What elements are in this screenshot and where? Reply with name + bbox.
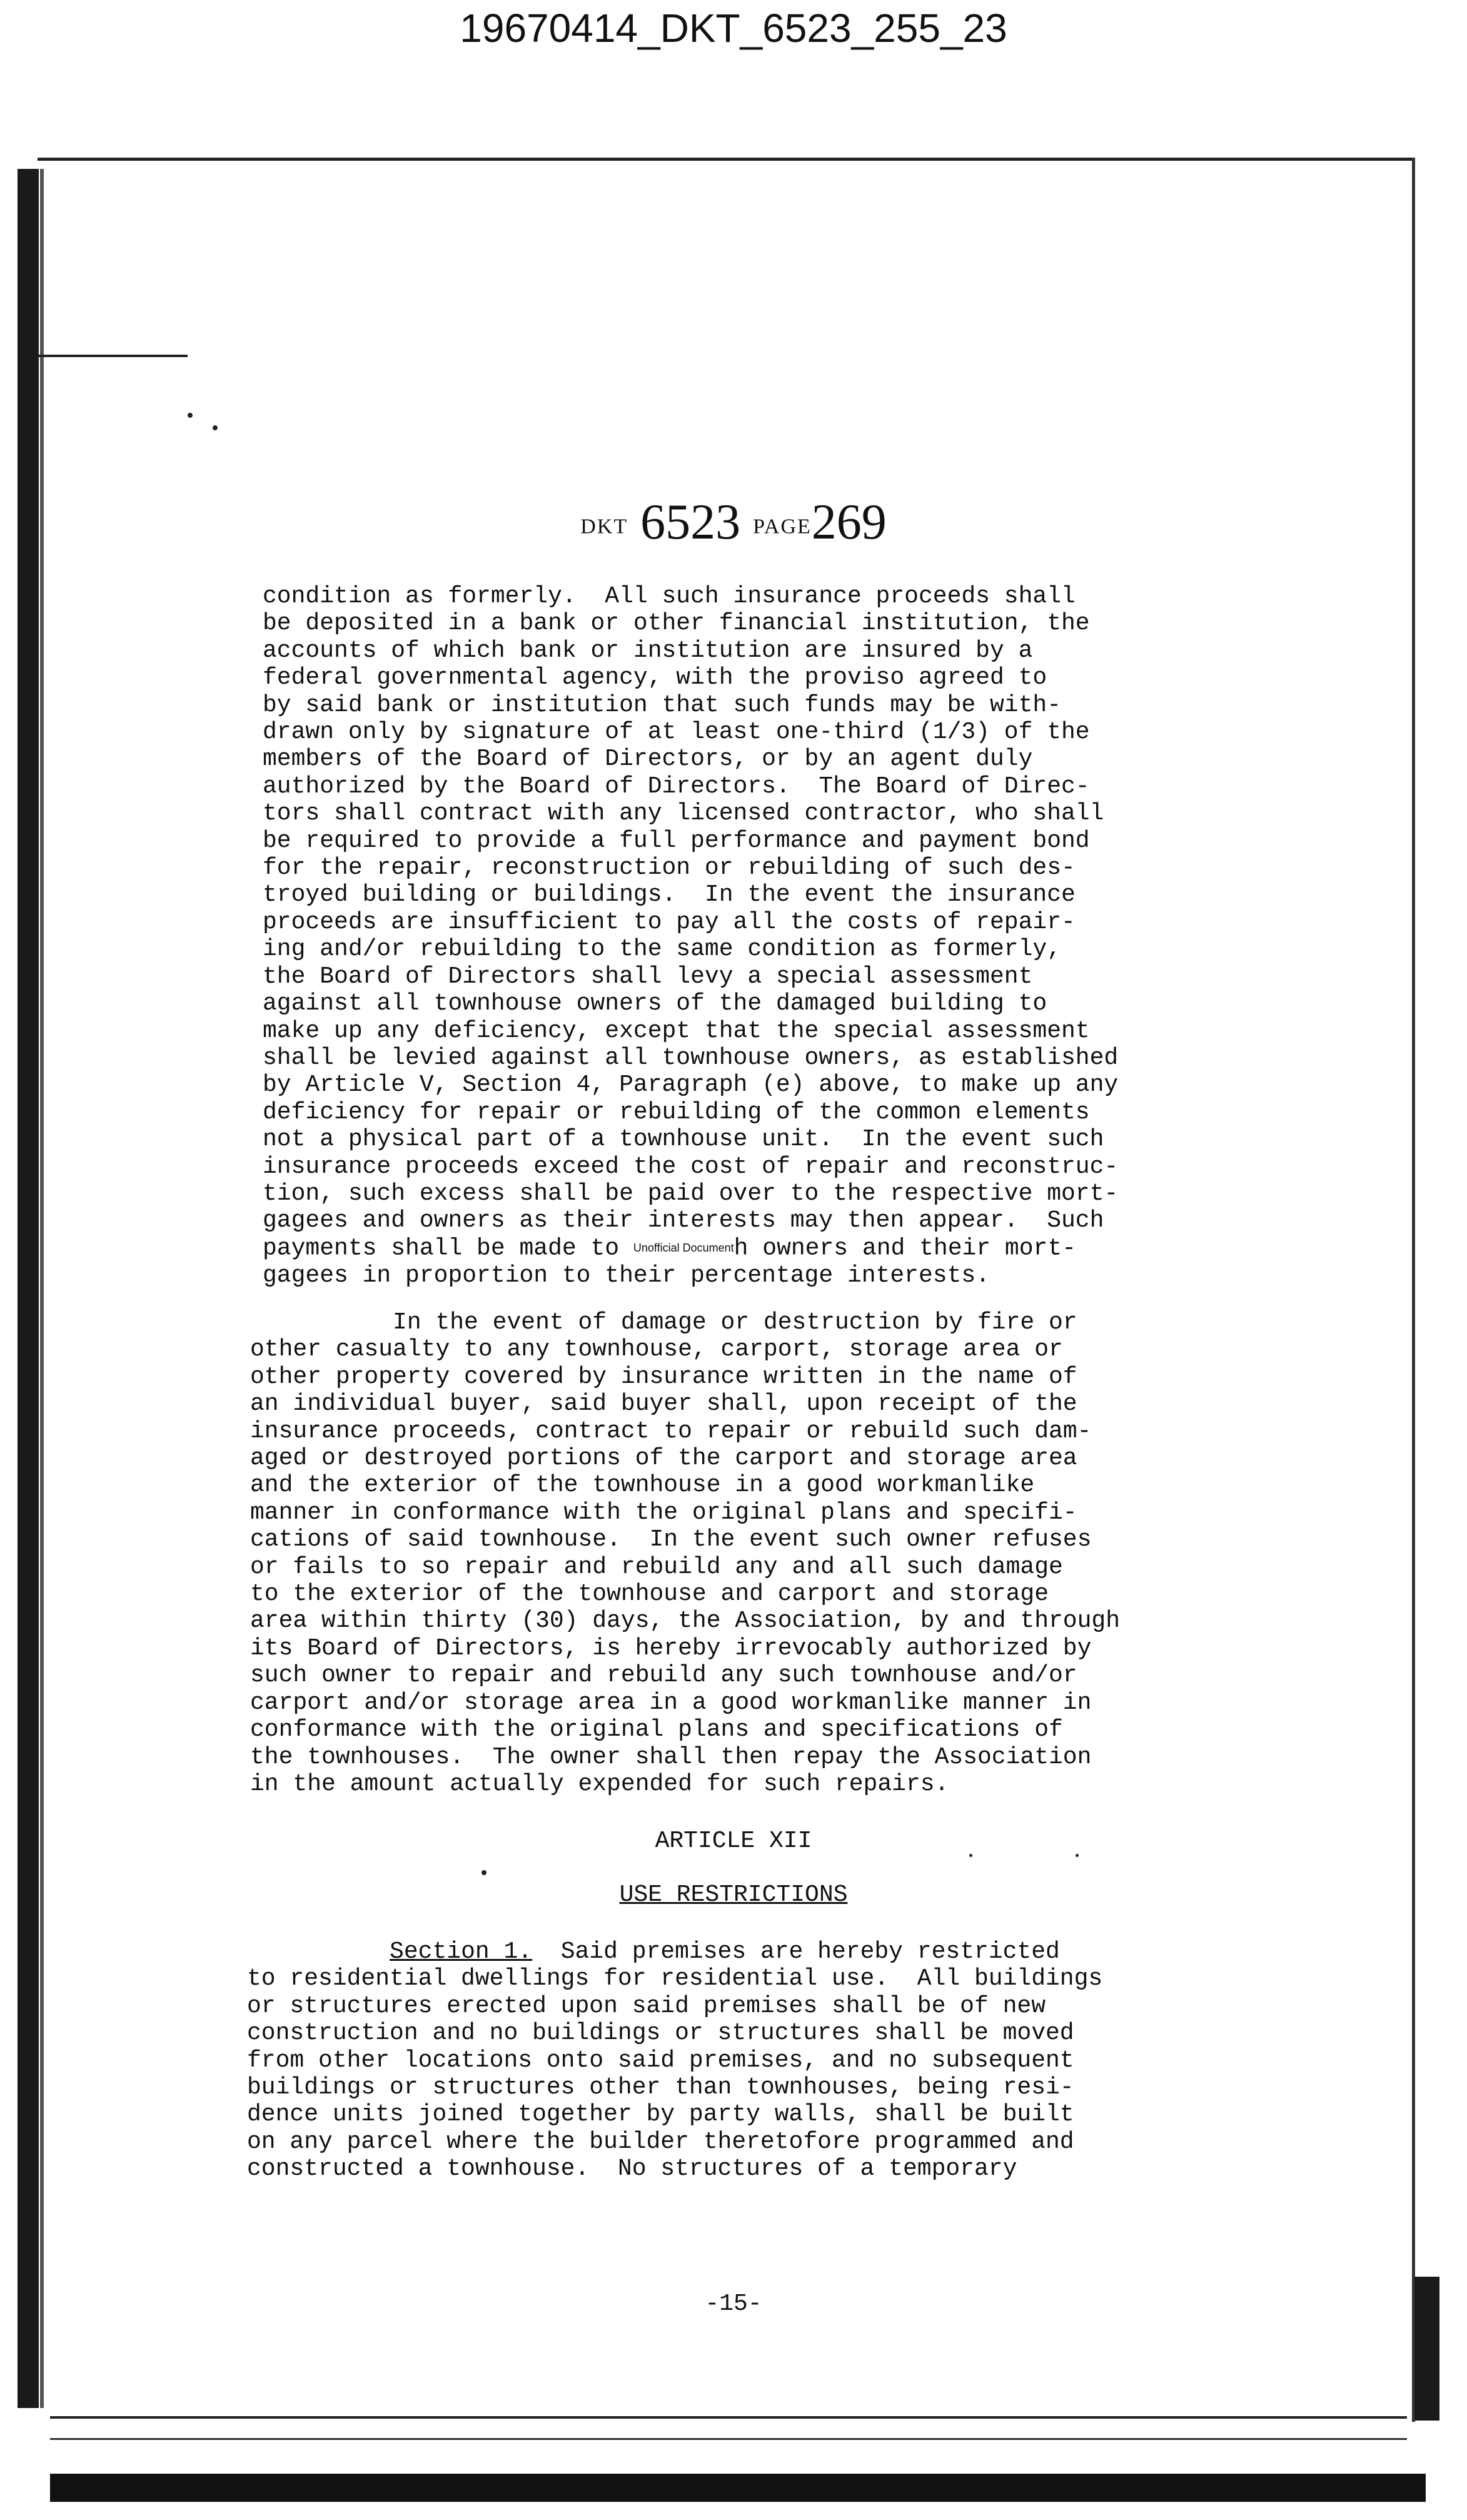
text-line: for the repair, reconstruction or rebuilding of such des- [263,854,1076,882]
text-line: members of the Board of Directors, or by an agent duly [263,746,1033,773]
text-line: Said premises are hereby restricted [532,1938,1060,1965]
text-line: its Board of Directors, is hereby irrevocably authorized by [250,1634,1092,1662]
text-line: other casualty to any townhouse, carport, storage area or [250,1336,1063,1364]
article-heading: ARTICLE XII [655,1828,812,1855]
text-line: in the amount actually expended for such repairs. [250,1770,949,1798]
text-line: from other locations onto said premises, and no subsequent [247,2047,1074,2074]
text-line: an individual buyer, said buyer shall, upon receipt of the [250,1390,1077,1418]
text-line: federal governmental agency, with the proviso agreed to [263,664,1047,692]
text-line: be deposited in a bank or other financial institution, the [263,610,1090,637]
text-line: insurance proceeds, contract to repair or rebuild such dam- [250,1417,1092,1445]
docket-stamp [0,494,1467,551]
section-1-use-restrictions [247,1938,1273,2183]
text-line: shall be levied against all townhouse owners, as established [263,1044,1119,1071]
text-line: the Board of Directors shall levy a special assessment [263,963,1033,990]
text-line: authorized by the Board of Directors. The Board of Direc- [263,772,1090,800]
text-line: buildings or structures other than townhouses, being resi- [247,2074,1074,2102]
text-line: manner in conformance with the original plans and specifi- [250,1499,1077,1526]
text-line: construction and no buildings or structures shall be moved [247,2020,1074,2047]
text-line: payments shall be made to [263,1235,633,1262]
text-line: troyed building or buildings. In the event the insurance [263,881,1076,909]
text-line: accounts of which bank or institution are insured by a [263,637,1033,664]
scan-speck [188,413,193,418]
article-title [0,1881,1467,1908]
text-line: make up any deficiency, except that the special assessment [263,1017,1090,1045]
text-line: aged or destroyed portions of the carport and storage area [250,1445,1077,1472]
text-line: by said bank or institution that such funds may be with- [263,691,1062,719]
text-line: insurance proceeds exceed the cost of repair and reconstruc- [263,1153,1119,1180]
text-line: constructed a townhouse. No structures of a temporary [247,2155,1017,2183]
scan-border-bottom [50,2416,1407,2419]
section-label: Section 1. [390,1938,533,1965]
text-line: cations of said townhouse. In the event such owner refuses [250,1526,1092,1554]
text-line: on any parcel where the builder theretofore programmed and [247,2128,1074,2155]
paragraph-insurance-proceeds [263,583,1288,1289]
text-line: condition as formerly. All such insurance proceeds shall [263,583,1076,610]
text-line: In the event of damage or destruction by fire or [250,1309,1077,1336]
text-line: such owner to repair and rebuild any such townhouse and/or [250,1662,1077,1689]
text-line: proceeds are insufficient to pay all the costs of repair- [263,908,1076,936]
text-line: to the exterior of the townhouse and carport and storage [250,1581,1049,1608]
page-label: PAGE [753,515,812,539]
text-line: or structures erected upon said premises shall be of new [247,1992,1046,2020]
scan-border-top [38,158,1413,161]
scan-edge-bottom [50,2474,1426,2502]
text-line: carport and/or storage area in a good workmanlike manner in [250,1689,1092,1716]
page-number: -15- [705,2290,762,2317]
text-line: gagees and owners as their interests may then appear. Such [263,1207,1104,1235]
text-line: tors shall contract with any licensed contractor, who shall [263,800,1104,827]
article-title-text: USE RESTRICTIONS [619,1881,848,1908]
docket-page-number: 269 [811,495,887,550]
scan-border-bottom-2 [50,2438,1407,2440]
text-line: gagees in proportion to their percentage interests. [263,1262,990,1289]
docket-label: DKT [580,515,628,539]
file-identifier: 19670414_DKT_6523_255_23 [460,6,1007,51]
text-line: or fails to so repair and rebuild any and all such damage [250,1553,1063,1581]
text-line: conformance with the original plans and specifications of [250,1716,1063,1744]
text-line: to residential dwellings for residential use. All buildings [247,1965,1103,1993]
text-line: area within thirty (30) days, the Association, by and through [250,1607,1121,1635]
text-line: drawn only by signature of at least one-third (1/3) of the [263,719,1090,746]
text-line: against all townhouse owners of the damaged building to [263,990,1047,1018]
text-line: and the exterior of the townhouse in a good workmanlike [250,1472,1035,1499]
text-line: not a physical part of a townhouse unit. In the event such [263,1126,1104,1153]
text-line: other property covered by insurance written in the name of [250,1363,1077,1390]
text-line: be required to provide a full performance and payment bond [263,827,1090,854]
unofficial-document-watermark: Unofficial Document [633,1241,734,1254]
docket-number: 6523 [640,495,741,550]
paragraph-individual-buyer-insurance [250,1309,1276,1798]
scan-mark-left [38,355,188,357]
scan-speck [481,1870,486,1875]
scan-speck [213,425,218,430]
text-line: dence units joined together by party walls, shall be built [247,2101,1074,2128]
text-line: the townhouses. The owner shall then repay the Association [250,1743,1092,1771]
text-line: by Article V, Section 4, Paragraph (e) above, to make up any [263,1071,1119,1099]
text-line: tion, such excess shall be paid over to the respective mort- [263,1180,1119,1207]
text-line: h owners and their mort- [734,1235,1076,1262]
text-line: deficiency for repair or rebuilding of the common elements [263,1098,1090,1126]
text-line: ing and/or rebuilding to the same condition as formerly, [263,936,1062,963]
